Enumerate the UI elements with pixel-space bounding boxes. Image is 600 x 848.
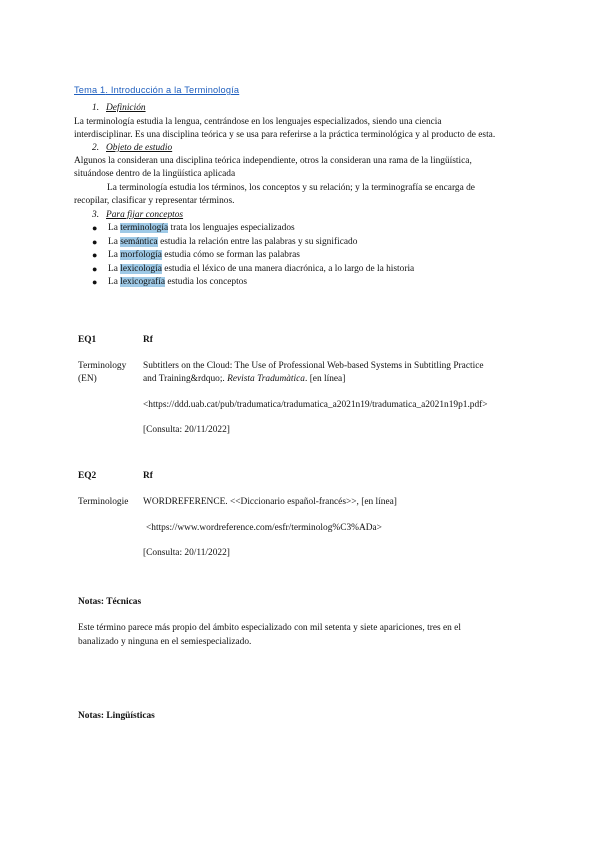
notas-tecnicas-line-1: Este término parece más propio del ámbito especializado con mil setenta y siete apariciones, tres en el [78,623,461,633]
eq1-url[interactable]: <https://ddd.uab.cat/pub/tradumatica/tradumatica_a2021n19/tradumatica_a2021n19p1.pdf> [143,400,488,410]
bullet-icon: ● [92,264,98,274]
section-heading-objeto: 2. Objeto de estudio [92,143,173,153]
page-title[interactable] [74,85,239,95]
eq1-term-line-2: (EN) [78,374,97,384]
journal-name: Revista Tradumàtica [227,374,305,384]
bullet-icon: ● [92,223,98,233]
eq1-term-line-1: Terminology [78,361,127,371]
eq1-reference-line-1: Subtitlers on the Cloud: The Use of Professional Web-based Systems in Subtitling Practice [143,361,484,371]
eq2-label: EQ2 [78,471,97,481]
highlighted-term: semántica [120,237,158,247]
eq1-rf-label: Rf [143,335,153,345]
section-heading-conceptos: 3. Para fijar conceptos [92,210,184,220]
eq1-reference-line-2: and Training&rdquo;. Revista Tradumàtica. [en línea] [143,374,346,384]
eq2-term: Terminologie [78,497,129,507]
title-prefix[interactable]: Tema 1 [74,85,106,95]
section-heading-definicion: 1. Definición [92,103,146,113]
list-item: ● La lexicología estudia el léxico de una manera diacrónica, a lo largo de la historia [92,264,415,274]
objeto-line-4: recopilar, clasificar y representar términos. [74,196,235,206]
title-suffix[interactable]: . Introducción a la Terminología [105,85,240,95]
list-item: ● La terminología trata los lenguajes especializados [92,223,295,233]
notas-tecnicas-line-2: banalizado y ninguna en el semiespecializado. [78,637,252,647]
objeto-line-3: La terminología estudia los términos, los conceptos y su relación; y la terminografía se encarga de [107,183,475,193]
eq1-consulta: [Consulta: 20/11/2022] [143,425,230,435]
highlighted-term: lexicología [120,264,162,274]
eq2-url[interactable]: <https://www.wordreference.com/esfr/terminolog%C3%ADa> [146,523,382,533]
list-item: ● La morfología estudia cómo se forman las palabras [92,250,300,260]
notas-tecnicas-label: Notas: Técnicas [78,597,142,607]
eq2-reference-line-1: WORDREFERENCE. <<Diccionario español-francés>>, [en línea] [143,497,397,507]
objeto-line-2: situándose dentro de la lingüística aplicada [74,169,236,179]
highlighted-term: lexicografía [120,277,165,287]
list-item: ● La lexicografía estudia los conceptos [92,277,248,287]
definicion-line-1: La terminología estudia la lengua, centrándose en los lenguajes especializados, siendo una ciencia [74,117,442,127]
objeto-line-1: Algunos la consideran una disciplina teórica independiente, otros la consideran una rama de la lingüística, [74,156,472,166]
definicion-line-2: interdisciplinar. Es una disciplina teórica y se usa para referirse a la práctica terminológica y al producto de esta. [74,130,496,140]
highlighted-term: terminología [120,223,169,233]
highlighted-term: morfología [120,250,162,260]
list-item: ● La semántica estudia la relación entre las palabras y su significado [92,237,358,247]
bullet-icon: ● [92,250,98,260]
eq2-rf-label: Rf [143,471,153,481]
bullet-icon: ● [92,277,98,287]
bullet-icon: ● [92,237,98,247]
eq2-consulta: [Consulta: 20/11/2022] [143,548,230,558]
notas-linguisticas-label: Notas: Lingüísticas [78,711,155,721]
eq1-label: EQ1 [78,335,97,345]
